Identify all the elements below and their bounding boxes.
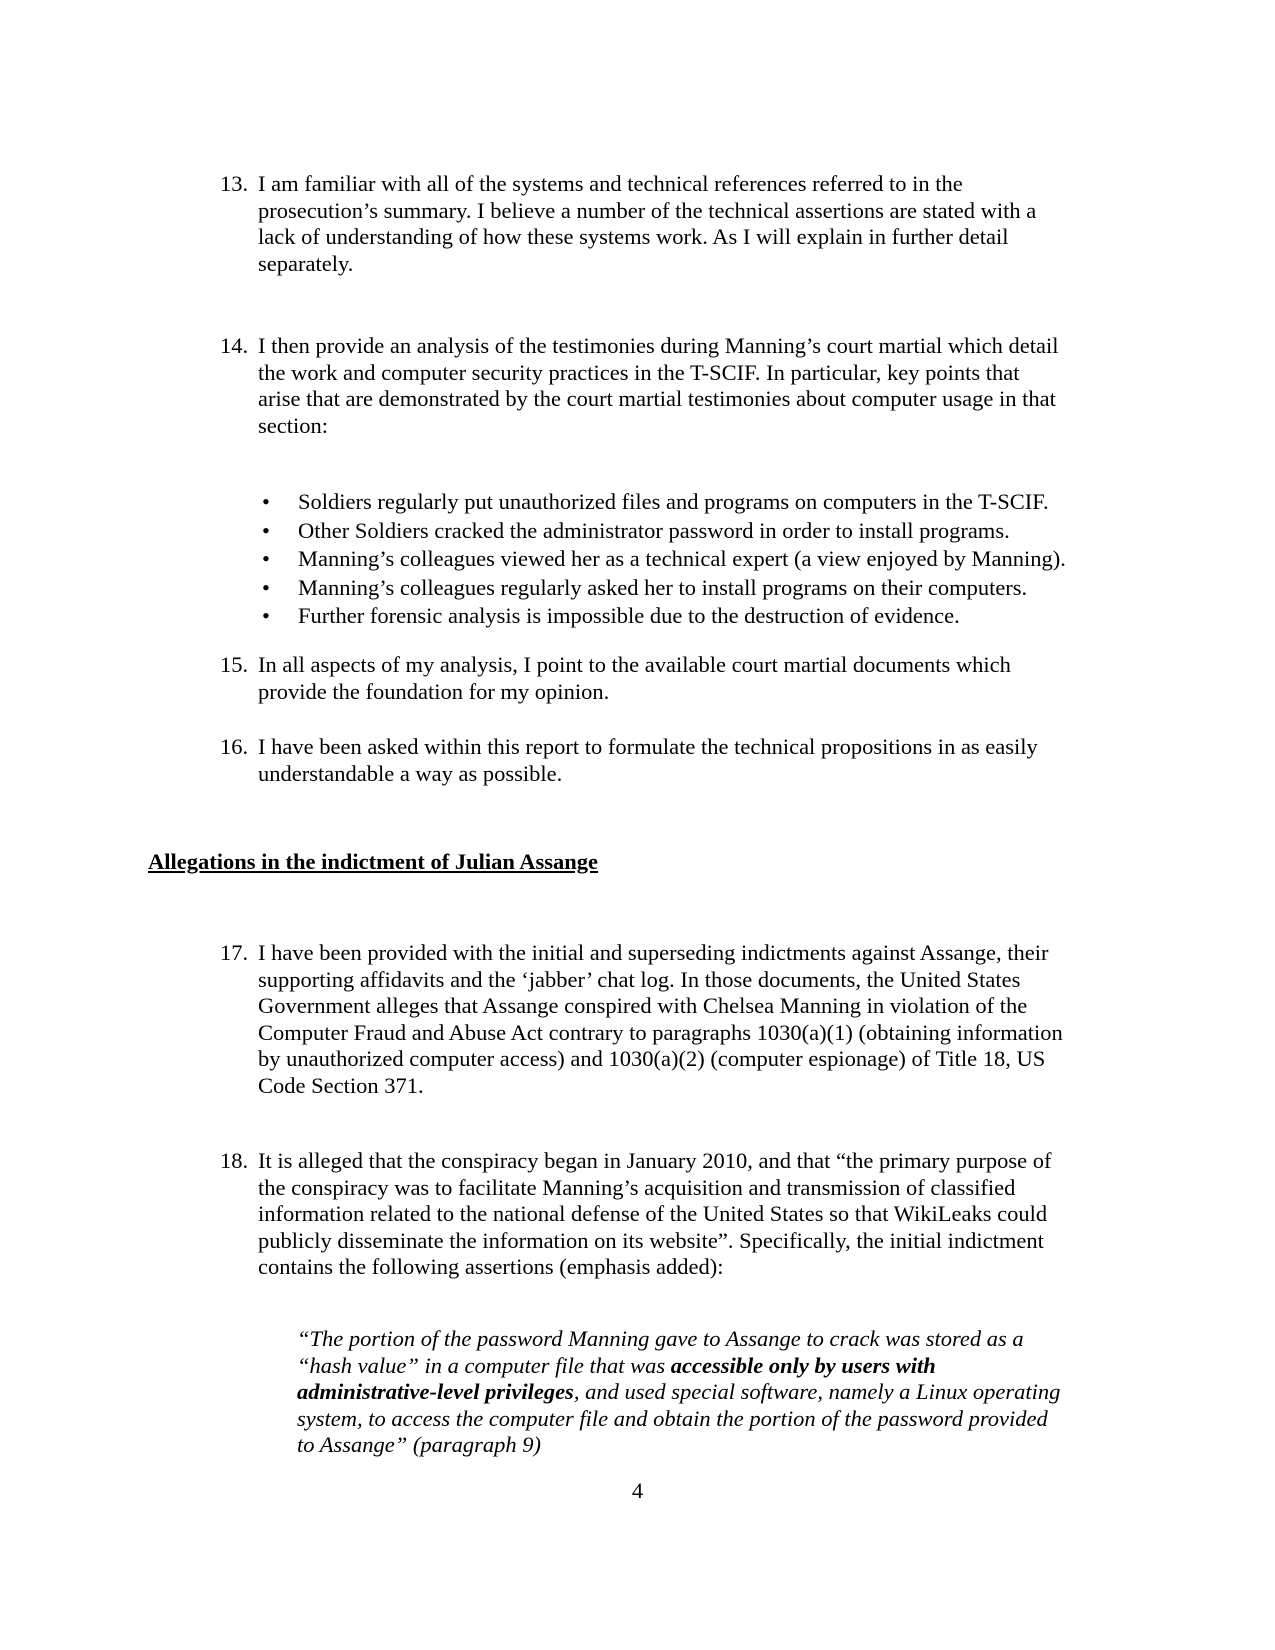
bullet-icon: •: [262, 574, 270, 600]
paragraph-line: In all aspects of my analysis, I point to the available court martial documents which: [258, 652, 1011, 677]
paragraph-line: understandable a way as possible.: [258, 760, 563, 786]
list-item: [262, 488, 1142, 517]
paragraph-line: information related to the national defense of the United States so that WikiLeaks could: [258, 1201, 1048, 1227]
quote-text: , and used special software, namely a Linux operating: [573, 1379, 1061, 1405]
paragraph-line: prosecution’s summary. I believe a number of the technical assertions are stated with a: [258, 197, 1037, 223]
paragraph-13: [220, 171, 1120, 277]
paragraph-line: the work and computer security practices in the T-SCIF. In particular, key points that: [258, 359, 1020, 385]
paragraph-line: provide the foundation for my opinion.: [258, 678, 610, 704]
list-item: [262, 545, 1142, 574]
paragraph-line: section:: [258, 412, 328, 438]
paragraph-14: [220, 333, 1120, 439]
paragraph-line: arise that are demonstrated by the court martial testimonies about computer usage in that: [258, 386, 1056, 412]
list-item-text: Other Soldiers cracked the administrator password in order to install programs.: [298, 517, 1010, 543]
bullet-icon: •: [262, 603, 270, 628]
list-item-text: Manning’s colleagues regularly asked her to install programs on their computers.: [298, 574, 1028, 600]
quote-line: “The portion of the password Manning gave to Assange to crack was stored as a: [297, 1326, 1024, 1351]
paragraph-line: I have been provided with the initial and superseding indictments against Assange, their: [258, 940, 1049, 965]
quote-line: [297, 1379, 1127, 1406]
list-item-text: Further forensic analysis is impossible due to the destruction of evidence.: [298, 603, 960, 628]
paragraph-line: Code Section 371.: [258, 1072, 424, 1098]
quote-line: [297, 1353, 1127, 1380]
paragraph-line: separately.: [258, 250, 354, 276]
paragraph-body: [258, 333, 1120, 439]
paragraph-line: Government alleges that Assange conspired with Chelsea Manning in violation of the: [258, 993, 1028, 1019]
key-points-list: [262, 488, 1142, 631]
paragraph-number: 18.: [220, 1148, 249, 1173]
paragraph-line: lack of understanding of how these systems work. As I will explain in further detail: [258, 224, 1009, 250]
bullet-icon: •: [262, 517, 270, 543]
list-item: [262, 602, 1142, 631]
paragraph-line: I then provide an analysis of the testimonies during Manning’s court martial which detail: [258, 333, 1059, 358]
paragraph-body: [258, 734, 1120, 787]
paragraph-body: [258, 171, 1120, 277]
paragraph-line: It is alleged that the conspiracy began in January 2010, and that “the primary purpose of: [258, 1148, 1052, 1173]
paragraph-16: [220, 734, 1120, 787]
paragraph-number: 16.: [220, 734, 249, 759]
paragraph-number: 13.: [220, 171, 249, 196]
paragraph-number: 15.: [220, 652, 249, 677]
paragraph-18: [220, 1148, 1120, 1281]
quote-line: system, to access the computer file and obtain the portion of the password provided: [297, 1405, 1048, 1431]
paragraph-body: [258, 652, 1120, 705]
list-item-text: Soldiers regularly put unauthorized files and programs on computers in the T-SCIF.: [298, 489, 1049, 514]
list-item: [262, 517, 1142, 546]
quote-line: to Assange” (paragraph 9): [297, 1432, 541, 1458]
bullet-icon: •: [262, 546, 270, 571]
paragraph-line: by unauthorized computer access) and 1030(a)(2) (computer espionage) of Title 18, US: [258, 1046, 1046, 1072]
paragraph-number: 14.: [220, 333, 249, 358]
paragraph-line: supporting affidavits and the ‘jabber’ chat log. In those documents, the United States: [258, 966, 1021, 992]
quote-emphasis: accessible only by users with: [670, 1352, 936, 1378]
paragraph-line: I have been asked within this report to formulate the technical propositions in as easily: [258, 734, 1038, 759]
paragraph-15: [220, 652, 1120, 705]
page-number: 4: [631, 1478, 644, 1503]
paragraph-line: Computer Fraud and Abuse Act contrary to paragraphs 1030(a)(1) (obtaining information: [258, 1019, 1063, 1045]
list-item-text: Manning’s colleagues viewed her as a technical expert (a view enjoyed by Manning).: [298, 546, 1066, 571]
indictment-quote: [297, 1326, 1127, 1459]
paragraph-line: contains the following assertions (emphasis added):: [258, 1254, 724, 1280]
quote-emphasis: administrative-level privileges: [297, 1379, 574, 1405]
bullet-icon: •: [262, 489, 270, 514]
quote-text: “hash value” in a computer file that was: [297, 1352, 671, 1378]
list-item: [262, 574, 1142, 603]
paragraph-line: the conspiracy was to facilitate Manning’s acquisition and transmission of classified: [258, 1174, 1016, 1200]
paragraph-line: I am familiar with all of the systems and technical references referred to in the: [258, 171, 963, 196]
paragraph-body: [258, 1148, 1120, 1281]
section-heading: Allegations in the indictment of Julian Assange: [148, 849, 599, 874]
paragraph-17: [220, 940, 1120, 1100]
paragraph-line: publicly disseminate the information on its website”. Specifically, the initial indictment: [258, 1227, 1044, 1253]
paragraph-body: [258, 940, 1120, 1100]
paragraph-number: 17.: [220, 940, 249, 965]
